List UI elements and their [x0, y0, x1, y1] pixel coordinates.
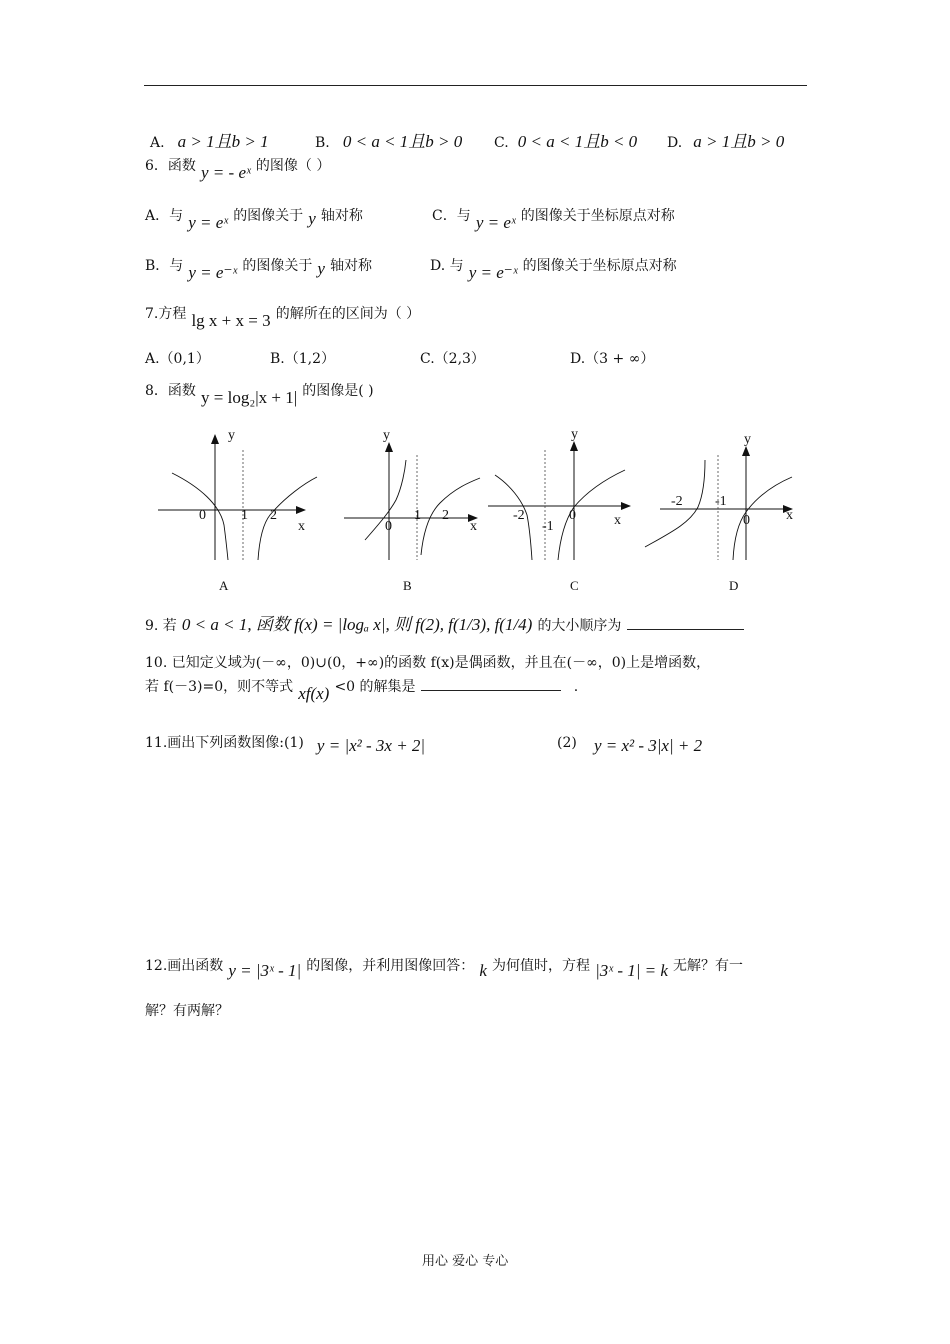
option-text: 的图像关于	[242, 258, 313, 274]
tick-label: 1	[414, 508, 421, 523]
q7-option-b: B.（1,2）	[270, 351, 336, 367]
q11	[145, 732, 426, 755]
q5-option-b	[315, 127, 462, 152]
stem-text: <0 的解集是	[334, 679, 416, 695]
curve-right	[421, 478, 480, 555]
stem-math: y = log₂|x + 1|	[201, 388, 298, 407]
graph-caption: C	[570, 578, 579, 593]
stem-math: y = - eˣ	[201, 163, 251, 182]
option-text: 的图像关于坐标原点对称	[522, 258, 677, 274]
part-math: y = |x² - 3x + 2|	[316, 736, 426, 755]
tick-label: -1	[542, 519, 554, 534]
tick-label: 2	[442, 508, 449, 523]
option-math: y = eˣ	[475, 213, 516, 232]
curve-right	[258, 477, 317, 560]
stem-math: 0 < a < 1, 函数 f(x) = |logₐ x|, 则 f(2), f(1/3), f(1/4)	[181, 615, 533, 634]
q7-option-d: D.（3 + ∞）	[570, 351, 655, 367]
tick-label: 0	[743, 513, 750, 528]
graph-c	[488, 427, 630, 593]
q7-option-c: C.（2,3）	[420, 351, 485, 367]
stem-text: 11.画出下列函数图像:	[145, 735, 284, 751]
stem-text: 的解所在的区间为（ ）	[275, 306, 421, 322]
stem-text: 的大小顺序为	[537, 618, 622, 634]
q6-option-a	[145, 205, 363, 232]
y-label: y	[744, 432, 751, 447]
tick-label: -2	[513, 508, 525, 523]
stem-text: 无解？有一	[673, 958, 744, 974]
q5-option-a	[150, 127, 269, 152]
answer-blank[interactable]	[421, 690, 561, 691]
x-label: x	[614, 513, 621, 528]
curve-right	[733, 477, 792, 560]
graph-caption: B	[403, 578, 412, 593]
option-math: y = e⁻ˣ	[468, 263, 518, 282]
option-var: y	[308, 209, 316, 228]
option-label: D.	[667, 135, 683, 151]
stem-math: y = |3ˣ - 1|	[228, 961, 302, 980]
part-math: y = x² - 3|x| + 2	[593, 736, 703, 755]
stem-text: 的图像是( )	[302, 383, 374, 399]
graph-b	[344, 428, 480, 593]
option-text: C．与	[432, 208, 471, 224]
tick-label: 2	[270, 508, 277, 523]
option-math: y = e⁻ˣ	[188, 263, 238, 282]
stem-text: .	[573, 679, 579, 695]
q10-line2	[145, 676, 579, 703]
q5-option-c	[494, 127, 637, 152]
stem-var: k	[479, 961, 487, 980]
option-math: y = eˣ	[188, 213, 229, 232]
option-text: 的图像关于坐标原点对称	[520, 208, 675, 224]
y-label: y	[228, 428, 235, 443]
stem-text: 12.画出函数	[145, 958, 224, 974]
q7-stem	[145, 303, 421, 330]
x-label: x	[470, 519, 477, 534]
q12-line1	[145, 955, 744, 980]
q5-option-d	[667, 127, 784, 152]
tick-label: -1	[715, 494, 727, 509]
q6-option-d	[430, 255, 677, 282]
stem-text: 9. 若	[145, 618, 177, 634]
q6-option-c	[432, 205, 675, 232]
option-label: B.	[315, 135, 330, 151]
part-label: (1)	[283, 735, 304, 751]
tick-label: 1	[241, 508, 248, 523]
option-text: 的图像关于	[233, 208, 304, 224]
option-text: B．与	[145, 258, 184, 274]
q7-option-a: A.（0,1）	[145, 351, 210, 367]
q8-stem	[145, 380, 374, 407]
option-math: a > 1且b > 0	[693, 132, 785, 151]
stem-text: 若 f(－3)=0，则不等式	[145, 679, 294, 695]
q9	[145, 610, 744, 635]
q11-part2	[557, 732, 703, 755]
x-label: x	[298, 519, 305, 534]
stem-text: 的图像（ ）	[255, 158, 331, 174]
option-math: 0 < a < 1且b < 0	[517, 132, 638, 151]
q6-stem	[145, 155, 331, 182]
stem-text: 为何值时，方程	[492, 958, 591, 974]
option-math: 0 < a < 1且b > 0	[342, 132, 463, 151]
q12-line2: 解？有两解？	[145, 1003, 229, 1019]
header-rule	[144, 85, 807, 86]
graph-d	[645, 432, 793, 593]
option-text: 轴对称	[330, 258, 373, 274]
q8-graphs	[140, 415, 820, 600]
page-footer: 用心 爱心 专心	[422, 1254, 509, 1269]
graph-caption: D	[729, 578, 739, 593]
x-label: x	[786, 508, 793, 523]
tick-label: 0	[569, 508, 576, 523]
graph-caption: A	[219, 578, 229, 593]
y-label: y	[383, 428, 390, 443]
q6-option-b	[145, 255, 373, 282]
option-text: 轴对称	[320, 208, 363, 224]
stem-text: 的图像，并利用图像回答：	[306, 958, 475, 974]
q10-line1: 10. 已知定义域为(－∞，0)∪(0，+∞)的函数 f(x)是偶函数，并且在(－∞，0)上是增函数，	[145, 655, 711, 671]
tick-label: 0	[199, 508, 206, 523]
answer-blank[interactable]	[627, 629, 744, 630]
option-text: A．与	[145, 208, 184, 224]
stem-math: lg x + x = 3	[191, 311, 271, 330]
stem-text: 6．函数	[145, 158, 196, 174]
part-label: (2)	[557, 735, 577, 751]
stem-math: xf(x)	[298, 684, 330, 703]
stem-math: |3ˣ - 1| = k	[595, 961, 668, 980]
option-math: a > 1且b > 1	[177, 132, 269, 151]
option-label: A.	[150, 135, 165, 151]
option-label: C.	[494, 135, 509, 151]
tick-label: 0	[385, 519, 392, 534]
stem-text: 8．函数	[145, 383, 196, 399]
y-label: y	[571, 427, 578, 442]
graph-a	[158, 428, 317, 593]
option-text: D. 与	[430, 258, 464, 274]
tick-label: -2	[671, 494, 683, 509]
stem-text: 7.方程	[145, 306, 187, 322]
option-var: y	[317, 259, 325, 278]
